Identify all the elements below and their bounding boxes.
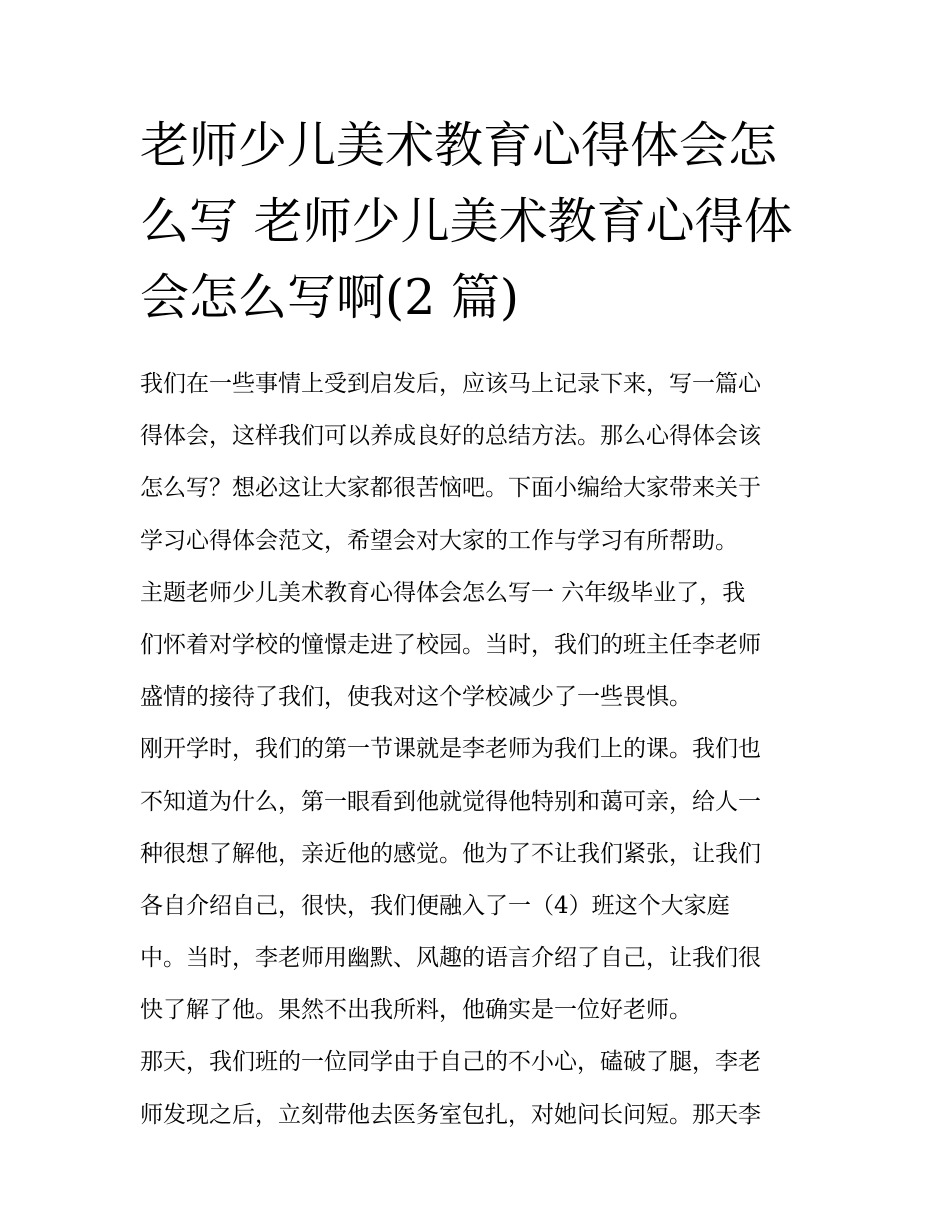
paragraph-first-class: [140, 723, 820, 1036]
title-line-3: 会怎么写啊(2 篇): [140, 269, 519, 326]
text-line: 师发现之后，立刻带他去医务室包扎，对她问长问短。那天李: [140, 1101, 761, 1128]
text-line: 得体会，这样我们可以养成良好的总结方法。那么心得体会该: [140, 423, 761, 450]
document-title: [140, 108, 820, 336]
text-line: 我们在一些事情上受到启发后，应该马上记录下来，写一篇心: [140, 371, 761, 397]
text-line: 们怀着对学校的憧憬走进了校园。当时，我们的班主任李老师: [140, 631, 761, 658]
text-line: 种很想了解他，亲近他的感觉。他为了不让我们紧张，让我们: [140, 840, 761, 867]
text-line: 快了解了他。果然不出我所料，他确实是一位好老师。: [140, 997, 692, 1024]
text-line: 刚开学时，我们的第一节课就是李老师为我们上的课。我们也: [140, 736, 761, 763]
text-line: 盛情的接待了我们，使我对这个学校减少了一些畏惧。: [140, 684, 692, 711]
text-line: 各自介绍自己，很快，我们便融入了一（4）班这个大家庭: [140, 892, 730, 919]
text-line: 不知道为什么，第一眼看到他就觉得他特别和蔼可亲，给人一: [140, 788, 761, 815]
document-body: [140, 358, 820, 1141]
text-line: 学习心得体会范文，希望会对大家的工作与学习有所帮助。: [140, 527, 738, 554]
text-line: 怎么写？想必这让大家都很苦恼吧。下面小编给大家带来关于: [140, 475, 761, 502]
title-line-1: 老师少儿美术教育心得体会怎: [140, 117, 778, 174]
paragraph-topic: [140, 567, 820, 724]
paragraph-intro: [140, 358, 820, 567]
title-line-2: 么写 老师少儿美术教育心得体: [140, 193, 793, 250]
text-line: 主题老师少儿美术教育心得体会怎么写一 六年级毕业了，我: [140, 579, 746, 606]
paragraph-injury: [140, 1036, 820, 1140]
text-line: 中。当时，李老师用幽默、风趣的语言介绍了自己，让我们很: [140, 945, 761, 972]
text-line: 那天，我们班的一位同学由于自己的不小心，磕破了腿，李老: [140, 1049, 761, 1076]
